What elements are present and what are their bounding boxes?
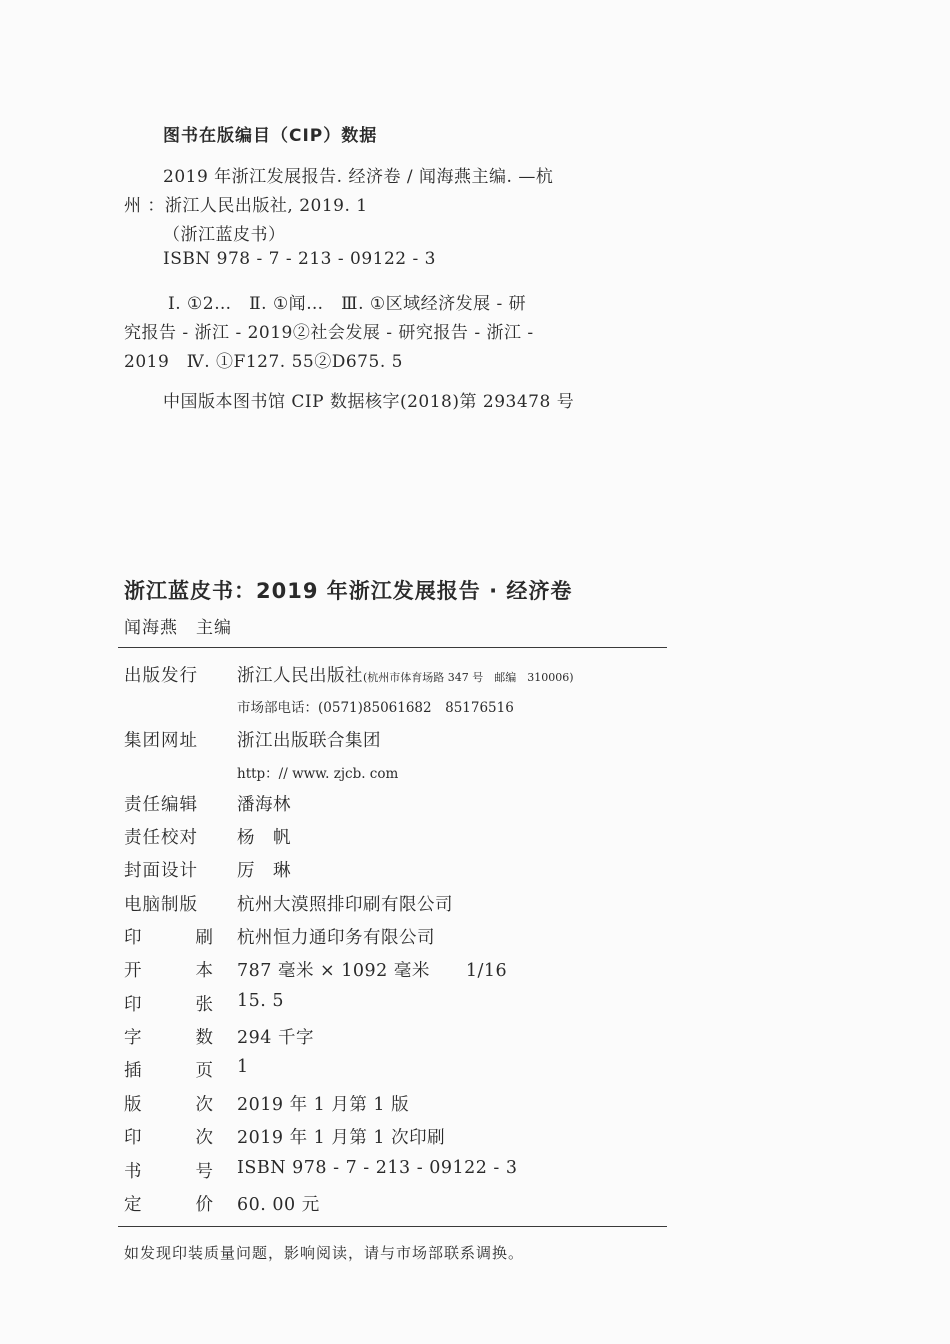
bottom-rule bbox=[118, 1226, 667, 1227]
price-value: 60. 00 元 bbox=[237, 1195, 320, 1215]
isbn-value: ISBN 978 - 7 - 213 - 09122 - 3 bbox=[237, 1158, 518, 1178]
printing-value: 2019 年 1 月第 1 次印刷 bbox=[237, 1128, 446, 1148]
typeset-value: 杭州大漠照排印刷有限公司 bbox=[237, 895, 453, 915]
price-label-a: 定 bbox=[124, 1195, 143, 1215]
print-label-b: 刷 bbox=[195, 928, 214, 948]
cover-value: 厉 琳 bbox=[237, 861, 291, 881]
publisher-value bbox=[237, 662, 574, 687]
cip-line-5: Ⅰ. ①2… Ⅱ. ①闻… Ⅲ. ①区域经济发展 - 研 bbox=[168, 294, 527, 314]
sheets-label-a: 印 bbox=[124, 995, 143, 1015]
cip-line-4: ISBN 978 - 7 - 213 - 09122 - 3 bbox=[163, 249, 436, 269]
words-label bbox=[124, 1024, 214, 1049]
edition-label bbox=[124, 1091, 214, 1116]
printing-label-b: 次 bbox=[195, 1128, 214, 1148]
editor-value: 潘海林 bbox=[237, 795, 291, 815]
cip-line-6: 究报告 - 浙江 - 2019②社会发展 - 研究报告 - 浙江 - bbox=[124, 323, 534, 343]
sheets-value: 15. 5 bbox=[237, 991, 285, 1011]
price-label-b: 价 bbox=[195, 1195, 214, 1215]
printing-label-a: 印 bbox=[124, 1128, 143, 1148]
format-label-b: 本 bbox=[195, 961, 214, 981]
cip-line-3: （浙江蓝皮书） bbox=[163, 225, 286, 245]
edition-value: 2019 年 1 月第 1 版 bbox=[237, 1095, 410, 1115]
group-label: 集团网址 bbox=[124, 731, 198, 751]
print-value: 杭州恒力通印务有限公司 bbox=[237, 928, 435, 948]
cip-line-7: 2019 Ⅳ. ①F127. 55②D675. 5 bbox=[124, 352, 403, 372]
top-rule bbox=[118, 647, 667, 648]
price-label bbox=[124, 1191, 214, 1216]
group-value: 浙江出版联合集团 bbox=[237, 731, 381, 751]
sheets-label-b: 张 bbox=[195, 995, 214, 1015]
edition-label-a: 版 bbox=[124, 1095, 143, 1115]
print-label bbox=[124, 924, 214, 949]
proof-value: 杨 帆 bbox=[237, 828, 291, 848]
format-value: 787 毫米 × 1092 毫米 1/16 bbox=[237, 961, 508, 981]
cip-line-2: 州 ：浙江人民出版社, 2019. 1 bbox=[124, 196, 368, 216]
plates-label-b: 页 bbox=[195, 1061, 214, 1081]
cip-line-8: 中国版本图书馆 CIP 数据核字(2018)第 293478 号 bbox=[163, 392, 575, 412]
footer-note: 如发现印装质量问题，影响阅读，请与市场部联系调换。 bbox=[124, 1244, 525, 1262]
words-label-b: 数 bbox=[195, 1028, 214, 1048]
market-phone: 市场部电话：(0571)85061682 85176516 bbox=[237, 700, 514, 716]
isbn-label-b: 号 bbox=[195, 1162, 214, 1182]
format-label-a: 开 bbox=[124, 961, 143, 981]
publisher-label: 出版发行 bbox=[124, 666, 198, 686]
book-title: 浙江蓝皮书：2019 年浙江发展报告 · 经济卷 bbox=[124, 579, 573, 603]
proof-label: 责任校对 bbox=[124, 828, 198, 848]
cip-title: 图书在版编目（CIP）数据 bbox=[163, 126, 378, 146]
publisher-name: 浙江人民出版社 bbox=[237, 666, 363, 686]
publisher-address: (杭州市体育场路 347 号 邮编 310006) bbox=[363, 671, 574, 684]
sheets-label bbox=[124, 991, 214, 1016]
typeset-label: 电脑制版 bbox=[124, 895, 198, 915]
printing-label bbox=[124, 1124, 214, 1149]
book-editor: 闻海燕 主编 bbox=[124, 618, 232, 638]
isbn-label-a: 书 bbox=[124, 1162, 143, 1182]
plates-label bbox=[124, 1057, 214, 1082]
cip-line-1: 2019 年浙江发展报告. 经济卷 / 闻海燕主编. —杭 bbox=[163, 167, 554, 187]
isbn-label bbox=[124, 1158, 214, 1183]
website: http：// www. zjcb. com bbox=[237, 766, 399, 782]
words-label-a: 字 bbox=[124, 1028, 143, 1048]
editor-label: 责任编辑 bbox=[124, 795, 198, 815]
plates-label-a: 插 bbox=[124, 1061, 143, 1081]
format-label bbox=[124, 957, 214, 982]
edition-label-b: 次 bbox=[195, 1095, 214, 1115]
words-value: 294 千字 bbox=[237, 1028, 314, 1048]
cover-label: 封面设计 bbox=[124, 861, 198, 881]
plates-value: 1 bbox=[237, 1057, 249, 1077]
print-label-a: 印 bbox=[124, 928, 143, 948]
